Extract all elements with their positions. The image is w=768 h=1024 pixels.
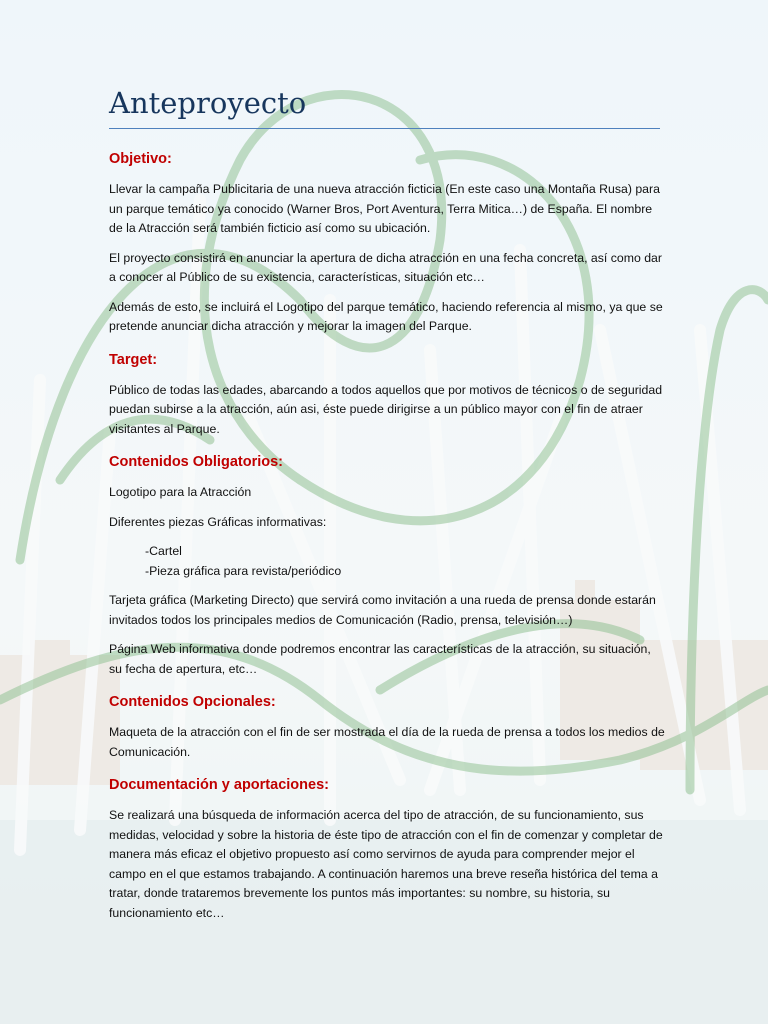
paragraph: Maqueta de la atracción con el fin de ser mostrada el día de la rueda de prensa a todos los medios de Comunicación. (109, 725, 665, 759)
document-body (109, 150, 665, 933)
paragraph: Además de esto, se incluirá el Logotipo del parque temático, haciendo referencia al mismo, ya que se pretende anunciar dicha atracción y mejorar la imagen del Parque. (109, 299, 663, 333)
list (109, 542, 665, 581)
heading-documentacion: Documentación y aportaciones: (109, 777, 329, 793)
paragraph: Público de todas las edades, abarcando a todos aquellos que por motivos de técnicos o de seguridad puedan subirse a la atracción, aún asi, éste puede dirigirse a un público mayor con el fin de atraer visitantes al Parque. (109, 382, 663, 436)
paragraph: Se realizará una búsqueda de información acerca del tipo de atracción, de su funcionamiento, sus medidas, velocidad y sobre la historia de éste tipo de atracción con el fin de comenzar y completar de manera más eficaz el objetivo propuesto así como servirnos de ayuda para comprender mejor el campo en el que estamos trabajando. A continuación haremos una breve reseña histórica del tema a tratar, donde trataremos brevemente los puntos más importantes: su nombre, su historia, su funcionamiento etc… (109, 808, 663, 920)
paragraph: El proyecto consistirá en anunciar la apertura de dicha atracción en una fecha concreta, así como dar a conocer al Público de su existencia, características, situación etc… (109, 250, 662, 284)
paragraph: Diferentes piezas Gráficas informativas: (109, 514, 327, 529)
heading-contenidos-obligatorios: Contenidos Obligatorios: (109, 454, 283, 470)
title-underline (109, 128, 660, 129)
heading-objetivo: Objetivo: (109, 151, 172, 167)
list-item: -Cartel (145, 544, 182, 558)
paragraph: Tarjeta gráfica (Marketing Directo) que servirá como invitación a una rueda de prensa donde estarán invitados todos los principales medios de Comunicación (Radio, prensa, televisión…) (109, 593, 656, 627)
paragraph: Llevar la campaña Publicitaria de una nueva atracción ficticia (En este caso una Montaña Rusa) para un parque temático ya conocido (Warner Bros, Port Aventura, Terra Mitica…) de España. El nombre de la Atracción será también ficticio así como su ubicación. (109, 182, 660, 235)
heading-target: Target: (109, 351, 158, 368)
list-item: -Pieza gráfica para revista/periódico (145, 563, 342, 578)
paragraph: Página Web informativa donde podremos encontrar las características de la atracción, su situación, su fecha de apertura, etc… (109, 642, 651, 676)
paragraph: Logotipo para la Atracción (109, 485, 252, 499)
heading-contenidos-opcionales: Contenidos Opcionales: (109, 694, 276, 710)
document-title: Anteproyecto (109, 86, 307, 120)
